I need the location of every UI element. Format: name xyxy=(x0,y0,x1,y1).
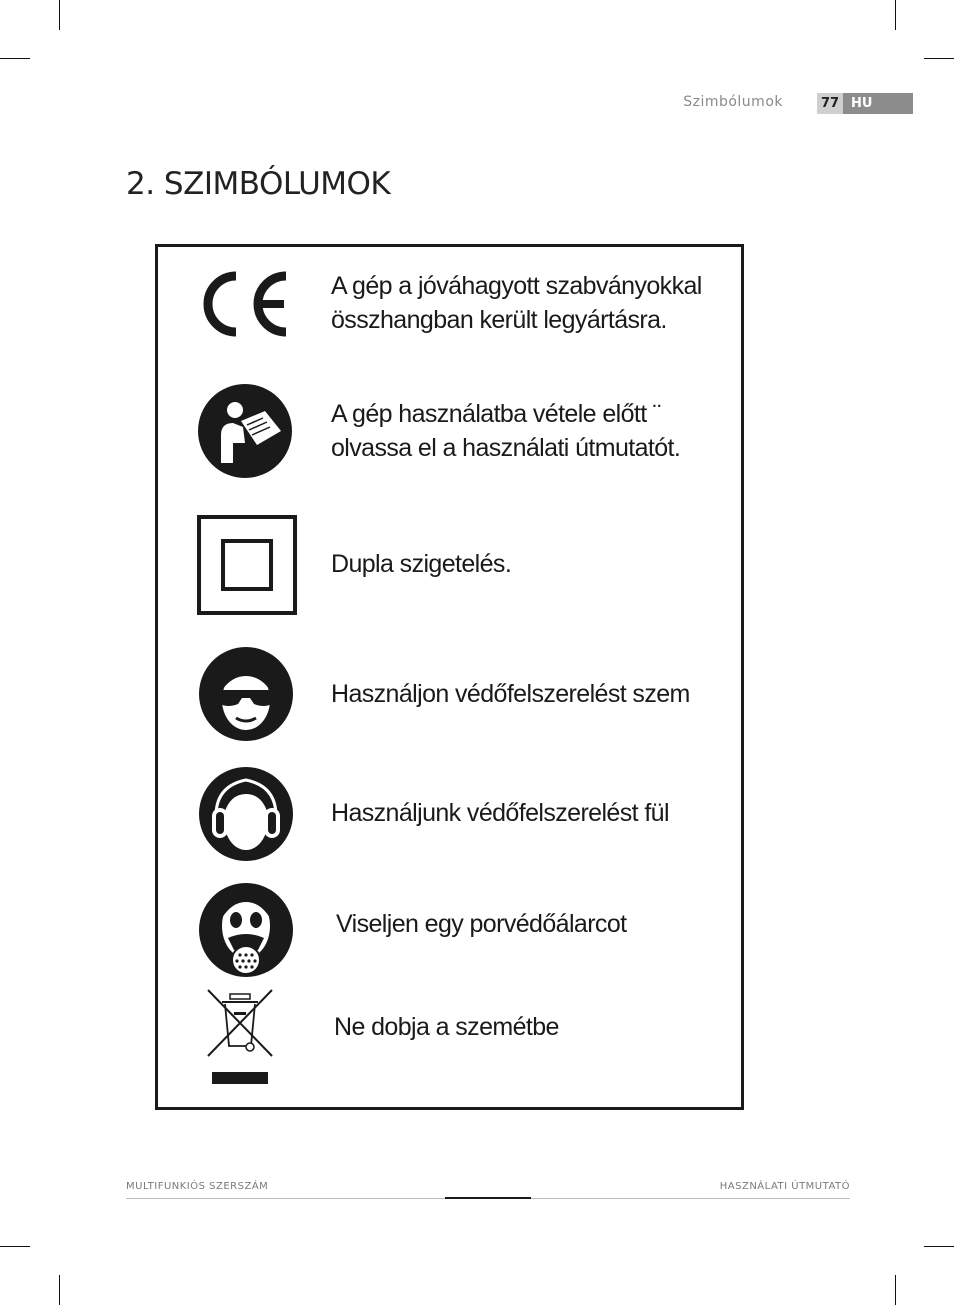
crop-mark xyxy=(59,1275,60,1305)
crop-mark xyxy=(924,1246,954,1247)
weee-bin-icon xyxy=(204,986,276,1088)
page-number: 77 xyxy=(817,93,843,114)
footer-left: MULTIFUNKIÓS SZERSZÁM xyxy=(126,1181,269,1192)
crop-mark xyxy=(895,1275,896,1305)
crop-mark xyxy=(0,1246,30,1247)
symbol-text-read-manual: A gép használatba vétele előtt ¨ olvassa el a használati útmutatót. xyxy=(331,400,681,462)
symbol-text-weee: Ne dobja a szemétbe xyxy=(334,1013,559,1041)
symbol-text-eye-protection: Használjon védőfelszerelést szem xyxy=(331,680,690,708)
crop-mark xyxy=(59,0,60,30)
ce-mark-icon xyxy=(196,268,294,340)
crop-mark xyxy=(0,58,30,59)
crop-mark xyxy=(924,58,954,59)
symbol-text-dust-mask: Viseljen egy porvédőálarcot xyxy=(336,910,627,938)
dust-mask-icon xyxy=(198,882,294,978)
ear-protection-icon xyxy=(198,766,294,862)
running-header-section: Szimbólumok xyxy=(683,94,783,110)
eye-protection-icon xyxy=(198,646,294,742)
footer-rule-accent xyxy=(445,1197,531,1199)
symbol-text-ear-protection: Használjunk védőfelszerelést fül xyxy=(331,799,669,827)
read-manual-icon xyxy=(197,383,293,479)
symbol-text-ce: A gép a jóváhagyott szabványokkal összhangban került legyártásra. xyxy=(331,272,702,334)
footer-right: HASZNÁLATI ÚTMUTATÓ xyxy=(719,1181,850,1192)
double-insulation-icon xyxy=(197,515,297,615)
language-tab: HU xyxy=(843,93,913,114)
symbol-text-double-insulation: Dupla szigetelés. xyxy=(331,550,512,578)
crop-mark xyxy=(895,0,896,30)
page-title: 2. SZIMBÓLUMOK xyxy=(126,166,391,202)
